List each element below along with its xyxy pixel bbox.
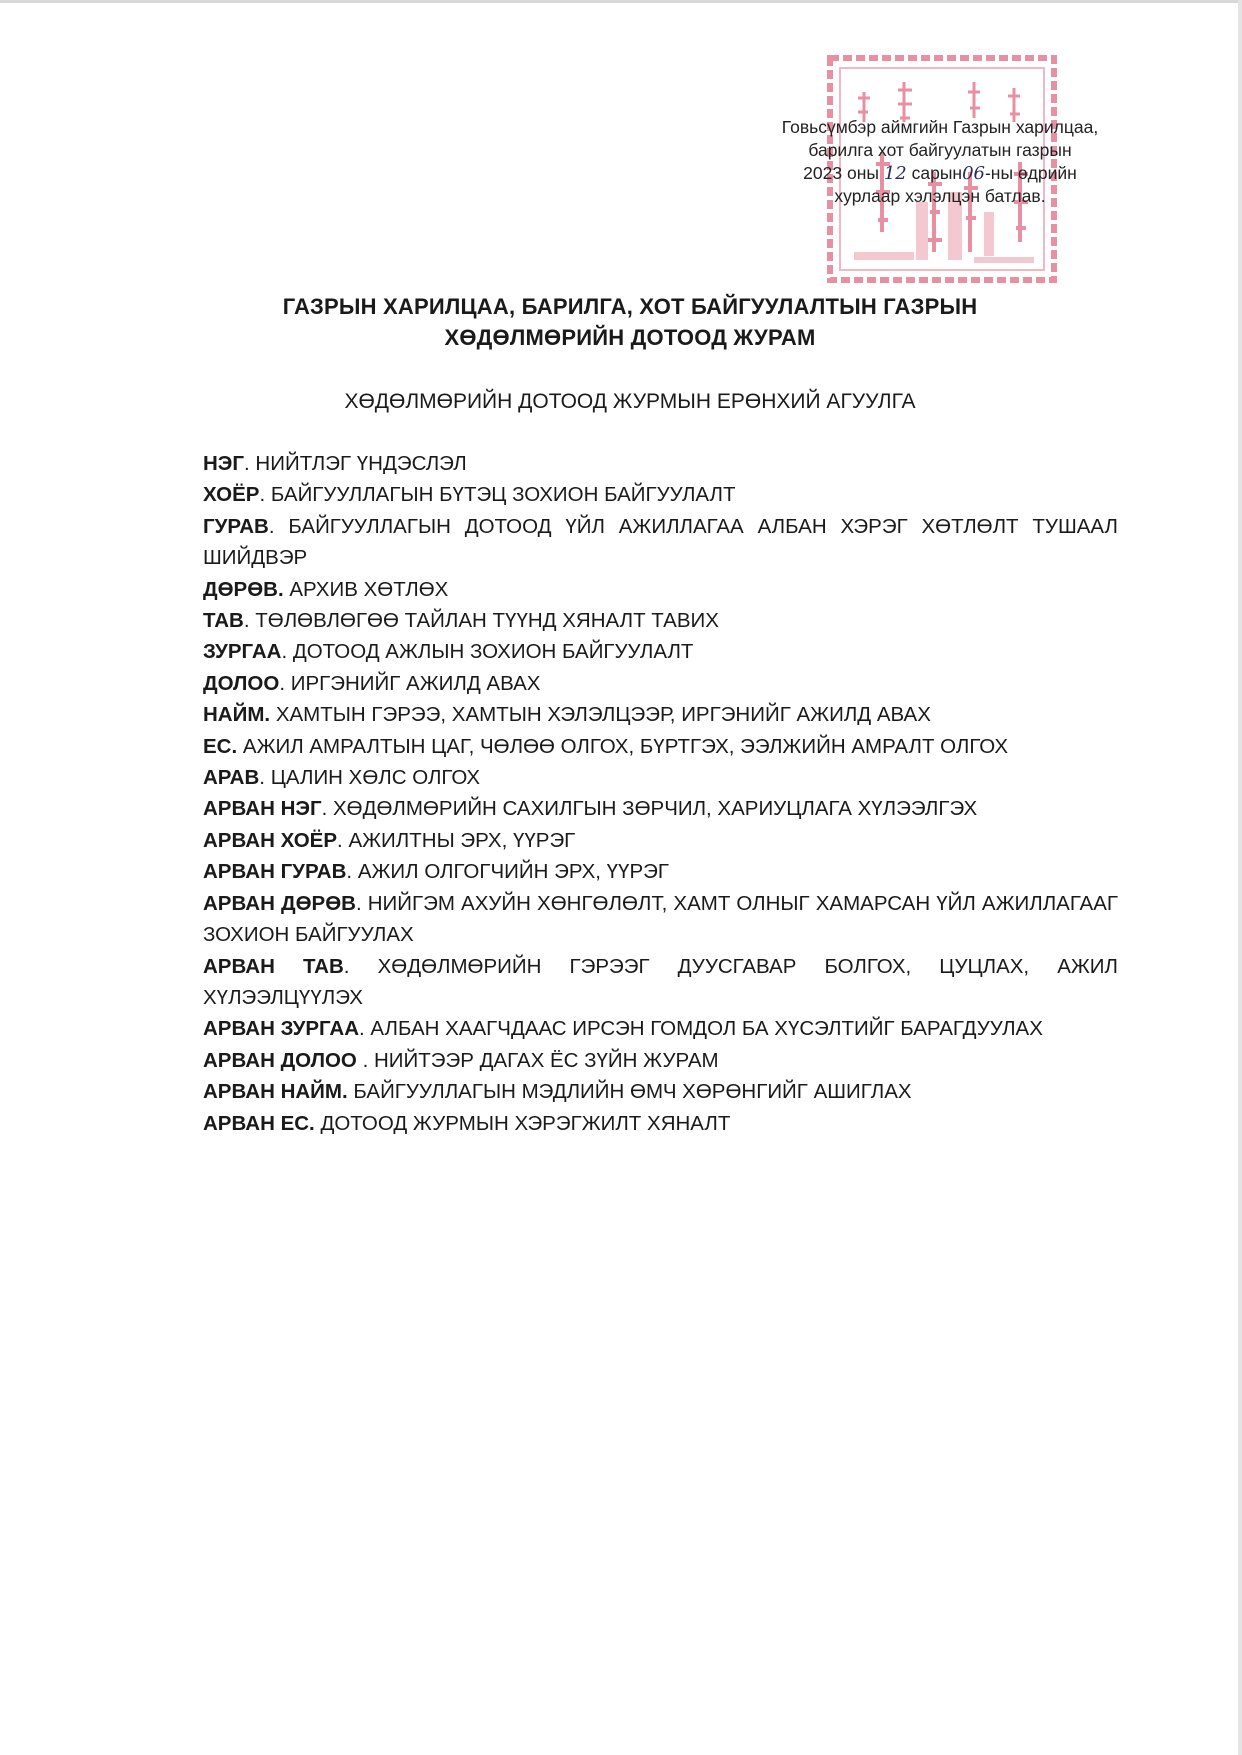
toc-item-number: АРАВ (203, 766, 260, 790)
approval-month-word: сарын (911, 163, 963, 183)
toc-item-text: АЖИЛ ОЛГОГЧИЙН ЭРХ, ҮҮРЭГ (357, 860, 669, 884)
approval-day-word: -ны өдрийн (984, 163, 1077, 183)
toc-item (203, 1045, 1118, 1076)
toc-item (203, 1076, 1118, 1107)
toc-item-text: ЦАЛИН ХӨЛС ОЛГОХ (270, 766, 481, 790)
approval-line-2: барилга хот байгуулатын газрын (808, 140, 1072, 160)
approval-line-1: Говьсүмбэр аймгийн Газрын харилцаа, (781, 117, 1099, 137)
toc-item (203, 605, 1118, 636)
toc-item (203, 668, 1118, 699)
toc-item-separator: . (356, 1048, 374, 1072)
toc-item-text: ХАМТЫН ГЭРЭЭ, ХАМТЫН ХЭЛЭЛЦЭЭР, ИРГЭНИЙГ АЖИЛД АВАХ (275, 703, 931, 727)
toc-item-number: АРВАН ТАВ (203, 954, 344, 978)
toc-item-separator: . (259, 766, 271, 790)
handwritten-month: 12 (883, 163, 907, 184)
toc-item-text: БАЙГУУЛЛАГЫН ДОТООД ҮЙЛ АЖИЛЛАГАА АЛБАН ХЭРЭГ ХӨТЛӨЛТ ТУШААЛ ШИЙДВЭР (203, 514, 1118, 570)
toc-item-separator: . (281, 640, 293, 664)
toc-item (203, 448, 1118, 479)
toc-item-number: ЗУРГАА (203, 640, 282, 664)
toc-item-number: АРВАН ХОЁР (203, 828, 338, 852)
toc-item-number: АРВАН ДӨРӨВ (203, 891, 356, 915)
toc-item-number: ТАВ (203, 609, 244, 633)
scan-edge (0, 0, 1242, 3)
toc-item (203, 762, 1118, 793)
toc-item (203, 574, 1118, 605)
toc-item-separator: . (259, 483, 271, 507)
toc-item-number: ДОЛОО (203, 671, 280, 695)
toc-item (203, 731, 1118, 762)
toc-item-text: НИЙГЭМ АХУЙН ХӨНГӨЛӨЛТ, ХАМТ ОЛНЫГ ХАМАРСАН ҮЙЛ АЖИЛЛАГААГ ЗОХИОН БАЙГУУЛАХ (203, 891, 1118, 947)
toc-item-number: АРВАН НАЙМ. (203, 1080, 348, 1104)
toc-item (203, 1013, 1118, 1044)
toc-item-separator: . (337, 828, 349, 852)
toc-item (203, 951, 1118, 1014)
toc-item-text: АРХИВ ХӨТЛӨХ (289, 577, 449, 601)
toc-item-number: АРВАН ГУРАВ (203, 860, 347, 884)
toc-item-text: ДОТООД АЖЛЫН ЗОХИОН БАЙГУУЛАЛТ (292, 640, 694, 664)
toc-item-number: ГУРАВ (203, 514, 269, 538)
toc-item (203, 479, 1118, 510)
toc-item-number: ЕС. (203, 734, 238, 758)
toc-item (203, 699, 1118, 730)
contents-heading: ХӨДӨЛМӨРИЙН ДОТООД ЖУРМЫН ЕРӨНХИЙ АГУУЛГА (344, 390, 916, 413)
toc-item (203, 636, 1118, 667)
approval-line-3 (740, 162, 1140, 185)
toc-item-separator: . (279, 671, 291, 695)
toc-item-number: НАЙМ. (203, 703, 271, 727)
toc-item (203, 888, 1118, 951)
toc-item-text: ИРГЭНИЙГ АЖИЛД АВАХ (290, 671, 541, 695)
toc-item-text: НИЙТЛЭГ ҮНДЭСЛЭЛ (255, 452, 467, 475)
toc-item-separator: . (355, 891, 368, 915)
handwritten-day: 06 (962, 163, 985, 184)
toc-item-number: ДӨРӨВ. (203, 577, 284, 601)
toc-item-separator: . (268, 514, 289, 538)
toc-item-number: АРВАН ДОЛОО (203, 1048, 357, 1072)
toc-item-number: ХОЁР (203, 483, 260, 507)
toc-item-number: АРВАН ЗУРГАА (203, 1017, 359, 1041)
toc-item-text: АЖИЛТНЫ ЭРХ, ҮҮРЭГ (348, 828, 576, 852)
toc-item-text: ТӨЛӨВЛӨГӨӨ ТАЙЛАН ТҮҮНД ХЯНАЛТ ТАВИХ (255, 609, 719, 633)
toc-item-text: БАЙГУУЛЛАГЫН БҮТЭЦ ЗОХИОН БАЙГУУЛАЛТ (270, 483, 736, 507)
toc-item (203, 856, 1118, 887)
toc-item-separator: . (343, 954, 378, 978)
toc-item-text: НИЙТЭЭР ДАГАХ ЁС ЗҮЙН ЖУРАМ (373, 1048, 719, 1072)
document-title-line-2: ХӨДӨЛМӨРИЙН ДОТООД ЖУРАМ (444, 325, 816, 350)
toc-item-separator: . (243, 609, 256, 633)
toc-item-separator: . (346, 860, 358, 884)
scan-edge (1238, 0, 1242, 1755)
table-of-contents (203, 448, 1118, 1139)
toc-item-separator: . (244, 452, 256, 475)
toc-item-number: НЭГ (203, 452, 245, 475)
toc-item (203, 1108, 1118, 1139)
toc-item-text: БАЙГУУЛЛАГЫН МЭДЛИЙН ӨМЧ ХӨРӨНГИЙГ АШИГЛАХ (353, 1080, 912, 1104)
toc-item-separator: . (321, 797, 333, 821)
toc-item-text: АЛБАН ХААГЧДААС ИРСЭН ГОМДОЛ БА ХҮСЭЛТИЙГ БАРАГДУУЛАХ (370, 1017, 1043, 1041)
approval-note (740, 116, 1140, 208)
toc-item-number: АРВАН ЕС. (203, 1111, 315, 1135)
toc-item-text: АЖИЛ АМРАЛТЫН ЦАГ, ЧӨЛӨӨ ОЛГОХ, БҮРТГЭХ, ЭЭЛЖИЙН АМРАЛТ ОЛГОХ (242, 734, 1008, 758)
toc-item-text: ХӨДӨЛМӨРИЙН САХИЛГЫН ЗӨРЧИЛ, ХАРИУЦЛАГА ХҮЛЭЭЛГЭХ (332, 797, 978, 821)
toc-item-number: АРВАН НЭГ (203, 797, 322, 821)
toc-item-text: ДОТООД ЖУРМЫН ХЭРЭГЖИЛТ ХЯНАЛТ (320, 1111, 731, 1135)
approval-line-4: хурлаар хэлэлцэн батлав. (834, 186, 1046, 206)
approval-year: 2023 оны (803, 163, 879, 183)
toc-item-separator: . (359, 1017, 371, 1041)
toc-item-text: ХӨДӨЛМӨРИЙН ГЭРЭЭГ ДУУСГАВАР БОЛГОХ, ЦУЦЛАХ, АЖИЛ ХҮЛЭЭЛЦҮҮЛЭХ (203, 954, 1118, 1009)
toc-item (203, 825, 1118, 856)
toc-item (203, 793, 1118, 824)
toc-item (203, 511, 1118, 574)
document-title-line-1: ГАЗРЫН ХАРИЛЦАА, БАРИЛГА, ХОТ БАЙГУУЛАЛТЫН ГАЗРЫН (282, 294, 978, 319)
